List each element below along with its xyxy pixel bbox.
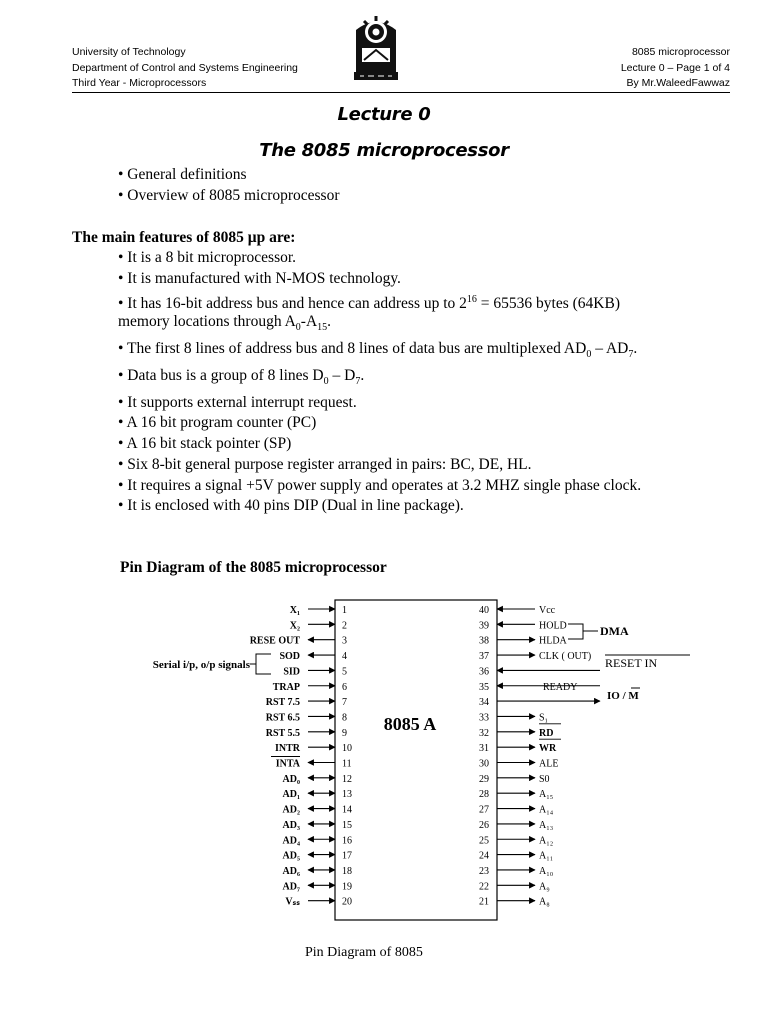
pin-number-37: 37 <box>479 651 489 663</box>
io-m-label: IO / M <box>607 690 639 702</box>
pin-number-38: 38 <box>479 635 489 647</box>
pin-number-9: 9 <box>342 727 347 739</box>
pin-number-10: 10 <box>342 743 352 755</box>
pin-number-14: 14 <box>342 804 352 816</box>
serial-io-label: Serial i/p, o/p signals <box>152 659 250 671</box>
header-left <box>72 45 298 92</box>
feature-item: • It has 16-bit address bus and hence can address up to $2^{16} = 65536$ bytes (64KB) <box>118 294 620 313</box>
pin-number-19: 19 <box>342 881 352 893</box>
pin-label-7: RST 7.5 <box>265 697 300 709</box>
lecture-subtitle: The 8085 microprocessor <box>259 140 509 161</box>
feature-item: • It is enclosed with 40 pins DIP (Dual in line package). <box>118 497 464 514</box>
pin-number-25: 25 <box>479 835 489 847</box>
pin-label-3: RESE OUT <box>249 635 300 647</box>
pin-label-21: A₈ <box>539 896 550 908</box>
pin-label-5: SID <box>283 666 300 678</box>
pin-label-26: A₁₃ <box>539 819 554 831</box>
pin-number-29: 29 <box>479 773 489 785</box>
pin-label-10: INTR <box>274 743 300 755</box>
pin-number-3: 3 <box>342 635 347 647</box>
pin-label-15: AD₃ <box>282 819 300 831</box>
header-right <box>621 45 730 92</box>
pin-number-11: 11 <box>342 758 352 770</box>
features-heading: The main features of 8085 μp are: <box>72 229 296 246</box>
reset-in-label: RESET IN <box>605 656 658 670</box>
dma-bracket <box>568 624 583 639</box>
pin-number-27: 27 <box>479 804 489 816</box>
pin-label-16: AD₄ <box>282 835 300 847</box>
university-name: University of Technology <box>72 46 186 58</box>
lecture-title: Lecture 0 <box>337 104 431 125</box>
pin-number-7: 7 <box>342 697 347 709</box>
pin-label-33: S₁ <box>539 712 549 724</box>
header-divider <box>72 92 730 93</box>
pin-label-18: AD₆ <box>282 865 300 877</box>
pin-number-12: 12 <box>342 773 352 785</box>
pin-label-17: AD₅ <box>282 850 300 862</box>
course-title: 8085 microprocessor <box>631 46 730 58</box>
pin-label-20: Vₛₛ <box>285 896 300 908</box>
pin-label-9: RST 5.5 <box>265 727 300 739</box>
feature-item: • Six 8-bit general purpose register arranged in pairs: BC, DE, HL. <box>118 456 532 473</box>
pin-label-28: A₁₅ <box>539 789 554 801</box>
pin-number-21: 21 <box>479 896 489 908</box>
pin-number-13: 13 <box>342 789 352 801</box>
pin-label-12: AD₀ <box>282 773 300 785</box>
pin-number-26: 26 <box>479 819 489 831</box>
chip-label: 8085 A <box>383 714 437 734</box>
pin-label-4: SOD <box>279 651 300 663</box>
department-name: Department of Control and Systems Engineering <box>72 61 298 74</box>
pin-number-32: 32 <box>479 727 489 739</box>
pin-label-30: ALE <box>539 758 559 770</box>
diagram-caption: Pin Diagram of 8085 <box>305 945 423 960</box>
pin-number-15: 15 <box>342 819 352 831</box>
feature-item: • It is a 8 bit microprocessor. <box>118 249 297 266</box>
pin-number-35: 35 <box>479 681 489 693</box>
pin-number-20: 20 <box>342 896 352 908</box>
pin-label-8: RST 6.5 <box>265 712 300 724</box>
pin-number-18: 18 <box>342 865 352 877</box>
pin-number-23: 23 <box>479 865 489 877</box>
course-name: Third Year - Microprocessors <box>72 77 207 89</box>
pin-label-37: CLK ( OUT) <box>539 651 592 663</box>
pin-number-30: 30 <box>479 758 489 770</box>
feature-item: • It requires a signal +5V power supply and operates at 3.2 MHZ single phase clock. <box>118 477 642 494</box>
pin-diagram-heading: Pin Diagram of the 8085 microprocessor <box>120 559 387 576</box>
pin-label-29: S0 <box>539 773 550 785</box>
pin-number-8: 8 <box>342 712 347 724</box>
feature-item: • A 16 bit program counter (PC) <box>118 414 317 431</box>
feature-item: • The first 8 lines of address bus and 8 lines of data bus are multiplexed $AD_0 - AD_7$. <box>118 340 638 361</box>
feature-item-continued: memory locations through $A_0-A_{15}$. <box>118 313 332 334</box>
pin-number-28: 28 <box>479 789 489 801</box>
pin-label-2: X₂ <box>289 620 300 632</box>
pin-number-17: 17 <box>342 850 352 862</box>
feature-item: • A 16 bit stack pointer (SP) <box>118 435 292 452</box>
feature-item: • It is manufactured with N-MOS technology. <box>118 270 401 287</box>
pin-label-23: A₁₀ <box>539 865 554 877</box>
pin-label-39: HOLD <box>539 620 567 632</box>
serial-bracket <box>256 654 271 674</box>
pin-number-36: 36 <box>479 666 489 678</box>
pin-number-5: 5 <box>342 666 347 678</box>
pin-number-33: 33 <box>479 712 489 724</box>
page-indicator: Lecture 0 – Page 1 of 4 <box>620 61 730 74</box>
pin-label-25: A₁₂ <box>539 835 554 847</box>
pin-label-6: TRAP <box>272 681 300 693</box>
pin-label-35: READY <box>543 681 578 693</box>
pin-diagram <box>0 590 768 930</box>
chip-body <box>335 600 497 920</box>
pin-number-39: 39 <box>479 620 489 632</box>
pin-number-40: 40 <box>479 605 489 616</box>
pin-label-13: AD₁ <box>282 789 300 801</box>
pin-number-1: 1 <box>342 605 347 616</box>
pin-number-16: 16 <box>342 835 352 847</box>
pin-label-22: A₉ <box>539 881 550 893</box>
pin-number-24: 24 <box>479 850 489 862</box>
university-logo <box>350 12 402 84</box>
pin-number-6: 6 <box>342 681 347 693</box>
pin-label-32: RD <box>539 727 554 739</box>
feature-item: • It supports external interrupt request. <box>118 394 357 411</box>
pin-label-38: HLDA <box>539 635 567 647</box>
pin-number-4: 4 <box>342 651 347 663</box>
pin-label-1: X₁ <box>289 605 300 616</box>
author: By Mr.WaleedFawwaz <box>626 77 730 89</box>
pin-number-22: 22 <box>479 881 489 893</box>
toc-item: • General definitions <box>118 166 247 183</box>
pin-label-31: WR <box>539 743 557 755</box>
pin-number-34: 34 <box>479 697 489 709</box>
feature-item: • Data bus is a group of 8 lines $D_0 - D_7$. <box>118 367 365 388</box>
pin-label-11: INTA <box>275 758 300 770</box>
pin-number-31: 31 <box>479 743 489 755</box>
pin-label-40: Vcc <box>539 605 556 616</box>
pin-label-27: A₁₄ <box>539 804 554 816</box>
dma-label: DMA <box>600 624 629 638</box>
pin-label-19: AD₇ <box>282 881 300 893</box>
toc-item: • Overview of 8085 microprocessor <box>118 187 340 204</box>
pin-number-2: 2 <box>342 620 347 632</box>
pin-label-24: A₁₁ <box>539 850 554 862</box>
pin-label-14: AD₂ <box>282 804 300 816</box>
